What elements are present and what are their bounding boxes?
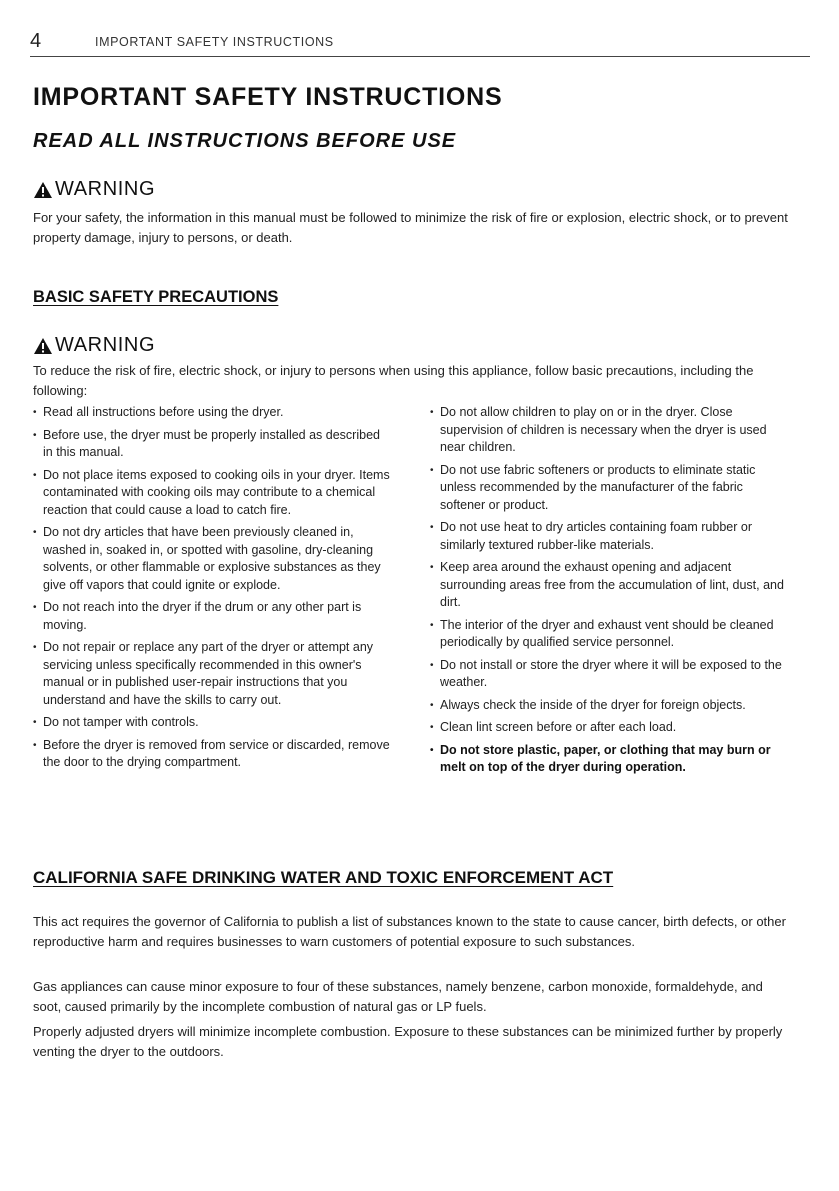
page-title: IMPORTANT SAFETY INSTRUCTIONS <box>33 83 503 111</box>
list-item: • Before the dryer is removed from service or discarded, remove the door to the drying compartment. <box>33 737 391 772</box>
running-title: IMPORTANT SAFETY INSTRUCTIONS <box>95 35 334 49</box>
list-item: • Do not use fabric softeners or products to eliminate static unless recommended by the manufacturer of the fabric softener or product. <box>430 462 788 515</box>
list-item: • Always check the inside of the dryer for foreign objects. <box>430 697 788 715</box>
list-item: • Do not place items exposed to cooking oils in your dryer. Items contaminated with cooking oils may contribute to a chemical reaction that could cause a load to catch fire. <box>33 467 391 520</box>
list-item: • Do not allow children to play on or in the dryer. Close supervision of children is necessary when the dryer is used near children. <box>430 404 788 457</box>
precautions-left-list <box>33 404 391 777</box>
list-item: • Do not install or store the dryer where it will be exposed to the weather. <box>430 657 788 692</box>
list-item: • Do not tamper with controls. <box>33 714 391 732</box>
warning-triangle-icon <box>33 337 53 355</box>
list-item: • Do not use heat to dry articles containing foam rubber or similarly textured rubber-like materials. <box>430 519 788 554</box>
california-heading: CALIFORNIA SAFE DRINKING WATER AND TOXIC ENFORCEMENT ACT <box>33 868 614 887</box>
page-number: 4 <box>30 30 42 52</box>
list-item: • Do not repair or replace any part of the dryer or attempt any servicing unless specifically recommended in this owner's manual or in published user-repair instructions that you understand and have the skills to carry out. <box>33 639 391 709</box>
basic-intro: To reduce the risk of fire, electric shock, or injury to persons when using this appliance, follow basic precautions, including the following: <box>33 363 754 398</box>
list-item: • Read all instructions before using the dryer. <box>33 404 391 422</box>
list-item-emphasis: • Do not store plastic, paper, or clothing that may burn or melt on top of the dryer during operation. <box>430 742 788 777</box>
list-item: • The interior of the dryer and exhaust vent should be cleaned periodically by qualified service personnel. <box>430 617 788 652</box>
list-item: • Do not dry articles that have been previously cleaned in, washed in, soaked in, or spotted with gasoline, dry-cleaning solvents, or other flammable or explosive substances as they give off vapors that could ignite or explode. <box>33 524 391 594</box>
warning-heading <box>33 178 155 201</box>
basic-warning-label: WARNING <box>55 334 156 356</box>
warning-triangle-icon <box>33 181 53 199</box>
basic-safety-heading: BASIC SAFETY PRECAUTIONS <box>33 288 279 306</box>
basic-warning-heading <box>33 334 155 357</box>
list-item: • Keep area around the exhaust opening and adjacent surrounding areas free from the accumulation of lint, dust, and dirt. <box>430 559 788 612</box>
california-paragraph-2: Gas appliances can cause minor exposure to four of these substances, namely benzene, carbon monoxide, formaldehyde, and soot, caused primarily by the incomplete combustion of natural gas or LP fuels. <box>33 979 763 1014</box>
page-subtitle: READ ALL INSTRUCTIONS BEFORE USE <box>33 130 457 152</box>
california-paragraph-1: This act requires the governor of California to publish a list of substances known to the state to cause cancer, birth defects, or other reproductive harm and requires businesses to warn customers of potential exposure to such substances. <box>33 914 786 949</box>
warning-text: For your safety, the information in this manual must be followed to minimize the risk of fire or explosion, electric shock, or to prevent property damage, injury to persons, or death. <box>33 210 788 245</box>
list-item: • Clean lint screen before or after each load. <box>430 719 788 737</box>
running-header <box>30 30 810 57</box>
california-paragraph-3: Properly adjusted dryers will minimize incomplete combustion. Exposure to these substances can be minimized further by properly venting the dryer to the outdoors. <box>33 1024 783 1059</box>
list-item: • Do not reach into the dryer if the drum or any other part is moving. <box>33 599 391 634</box>
warning-label: WARNING <box>55 178 156 200</box>
list-item: • Before use, the dryer must be properly installed as described in this manual. <box>33 427 391 462</box>
precautions-right-list <box>430 404 788 782</box>
